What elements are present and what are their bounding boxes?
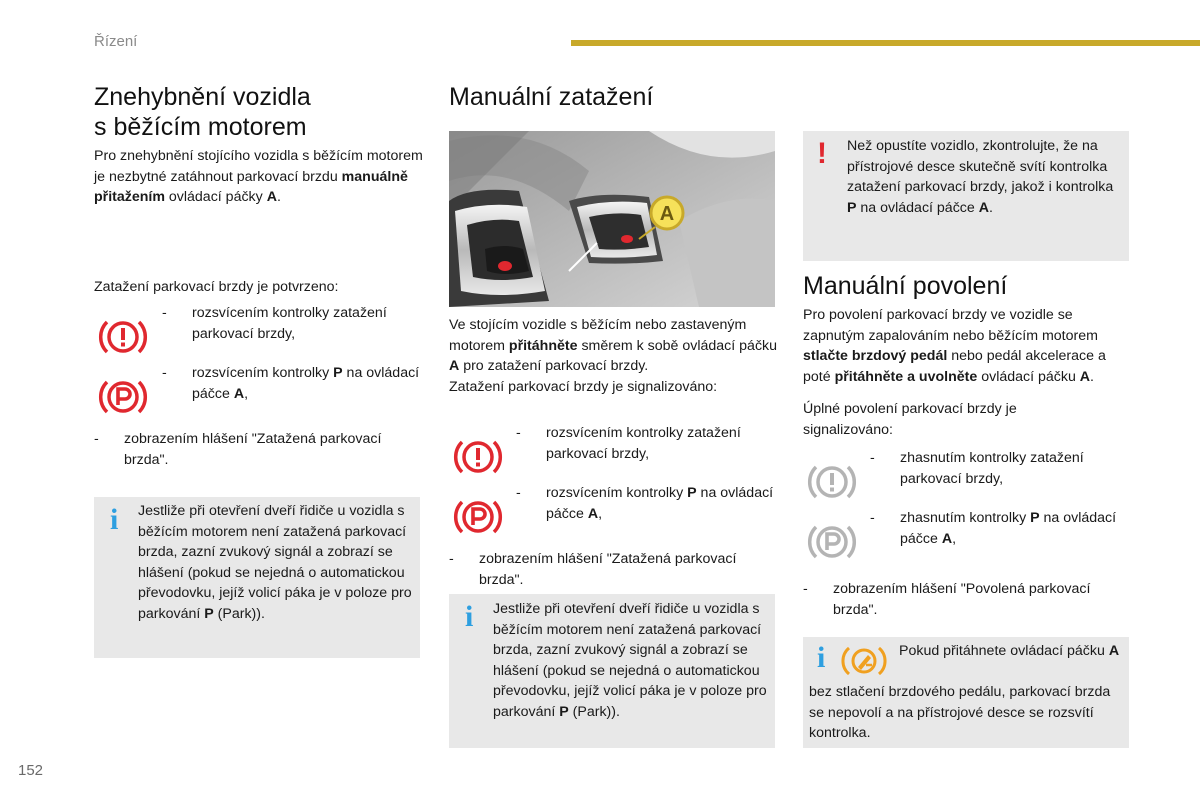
page-number: 152 xyxy=(18,762,44,779)
info-text: Jestliže při otevření dveří řidiče u vozidla s běžícím motorem není zatažená parkovací brzda, zazní zvukový signál a zobrazí se hlášení (pokud se nejedná o automatickou převodovku, jejíž volicí páka je v poloze pro parkování P (Park)). xyxy=(138,503,412,622)
manual-release-intro: Pro povolení parkovací brzdy ve vozidle se zapnutým zapalováním nebo běžícím motorem stlačte brzdový pedál nebo pedál akcelerace a poté přitáhněte a uvolněte ovládací páčku A. xyxy=(803,307,1106,385)
brake-warning-icon xyxy=(98,314,148,360)
brake-p-off-icon xyxy=(807,519,857,565)
warning-text: Než opustíte vozidlo, zkontrolujte, že na přístrojové desce skutečně svítí kontrolka zatažení parkovací brzdy, jakož i kontrolka P na ovládací páčce A. xyxy=(847,138,1114,216)
title-line-1: Znehybnění vozidla xyxy=(94,83,311,111)
confirm-text: Zatažení parkovací brzdy je potvrzeno: xyxy=(94,279,339,295)
info-icon: i xyxy=(817,641,826,674)
info-box xyxy=(449,594,775,748)
parking-brake-lever-photo xyxy=(449,131,775,307)
section-title-immobilisation xyxy=(94,82,311,142)
photo-callout-label: A xyxy=(659,203,675,225)
brake-warning-off-icon xyxy=(807,459,857,505)
section-title-manual-apply: Manuální zatažení xyxy=(449,83,654,111)
immobilisation-intro: Pro znehybnění stojícího vozidla s běžícím motorem je nezbytné zatáhnout parkovací brzdu manuálně přitažením ovládací páčky A. xyxy=(94,148,423,205)
info-box xyxy=(803,637,1129,748)
brake-warning-icon xyxy=(453,434,503,480)
brake-p-icon xyxy=(453,494,503,540)
info-icon: i xyxy=(110,503,119,536)
brake-p-icon xyxy=(98,374,148,420)
section-label: Řízení xyxy=(94,33,138,50)
info-box xyxy=(94,497,420,658)
section-title-manual-release: Manuální povolení xyxy=(803,272,1008,300)
info-icon: i xyxy=(465,600,474,633)
warning-icon: ! xyxy=(817,137,827,170)
warning-box xyxy=(803,131,1129,261)
title-line-2: s běžícím motorem xyxy=(94,113,307,141)
info-text-head: Pokud přitáhnete ovládací páčku A xyxy=(899,643,1120,659)
full-release-text: Úplné povolení parkovací brzdy je signalizováno: xyxy=(803,401,1017,438)
info-text-tail: bez stlačení brzdového pedálu, parkovací brzda se nepovolí a na přístrojové desce se rozsvítí kontrolka. xyxy=(809,684,1111,741)
info-text: Jestliže při otevření dveří řidiče u vozidla s běžícím motorem není zatažená parkovací brzda, zazní zvukový signál a zobrazí se hlášení (pokud se nejedná o automatickou převodovku, jejíž volicí páka je v poloze pro parkování P (Park)). xyxy=(493,601,767,720)
manual-apply-intro: Ve stojícím vozidle s běžícím nebo zastaveným motorem přitáhněte směrem k sobě ovládací páčku A pro zatažení parkovací brzdy. Zatažení parkovací brzdy je signalizováno: xyxy=(449,317,778,395)
lever-illustration xyxy=(449,131,775,307)
header-accent-bar xyxy=(571,40,1200,46)
brake-pedal-amber-icon xyxy=(841,643,887,679)
